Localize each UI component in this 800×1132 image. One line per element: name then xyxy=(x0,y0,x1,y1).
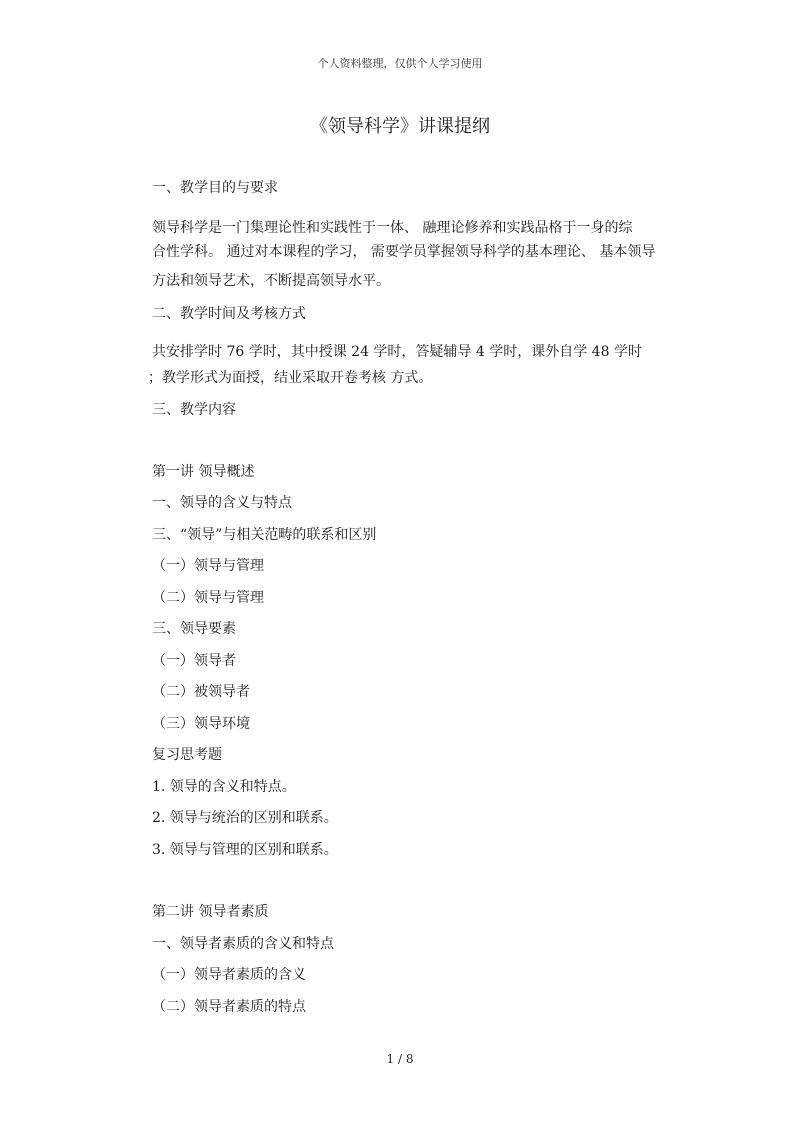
review-question: 2. 领导与统治的区别和联系。 xyxy=(152,810,338,826)
outline-item: （三）领导环境 xyxy=(152,716,250,732)
paragraph-line: 方法和领导艺术，不断提高领导水平。 xyxy=(152,273,390,289)
outline-item: （二）领导与管理 xyxy=(152,590,264,606)
paragraph-line: 共安排学时 76 学时，其中授课 24 学时，答疑辅导 4 学时，课外自学 48 学时 xyxy=(152,344,642,360)
review-questions-heading: 复习思考题 xyxy=(152,747,222,763)
document-title: 《领导科学》讲课提纲 xyxy=(310,116,490,137)
section-heading-schedule: 二、教学时间及考核方式 xyxy=(152,306,306,322)
lecture-title: 第二讲 领导者素质 xyxy=(152,904,269,920)
outline-item: （一）领导与管理 xyxy=(152,558,264,574)
outline-item: （一）领导者 xyxy=(152,653,236,669)
outline-item: 一、领导者素质的含义和特点 xyxy=(152,936,334,952)
outline-item: （一）领导者素质的含义 xyxy=(152,967,306,983)
paragraph-line: 领导科学是一门集理论性和实践性于一体、 融理论修养和实践品格于一身的综 xyxy=(152,220,633,236)
outline-item: （二）领导者素质的特点 xyxy=(152,999,306,1015)
paragraph-line: ；教学形式为面授，结业采取开卷考核 方式。 xyxy=(148,370,433,386)
page-header: 个人资料整理，仅供个人学习使用 xyxy=(317,57,483,70)
outline-item: 三、领导要素 xyxy=(152,621,236,637)
lecture-title: 第一讲 领导概述 xyxy=(152,464,255,480)
outline-item: （二）被领导者 xyxy=(152,684,250,700)
paragraph-line: 合性学科。 通过对本课程的学习， 需要学员掌握领导科学的基本理论、 基本领导 xyxy=(152,244,656,260)
outline-item: 一、领导的含义与特点 xyxy=(152,495,292,511)
page-number: 1 / 8 xyxy=(386,1052,414,1066)
section-heading-goals: 一、教学目的与要求 xyxy=(152,180,278,196)
section-heading-content: 三、教学内容 xyxy=(152,402,236,418)
review-question: 1. 领导的含义和特点。 xyxy=(152,779,296,795)
review-question: 3. 领导与管理的区别和联系。 xyxy=(152,842,338,858)
outline-item: 三、“领导”与相关范畴的联系和区别 xyxy=(152,527,377,543)
